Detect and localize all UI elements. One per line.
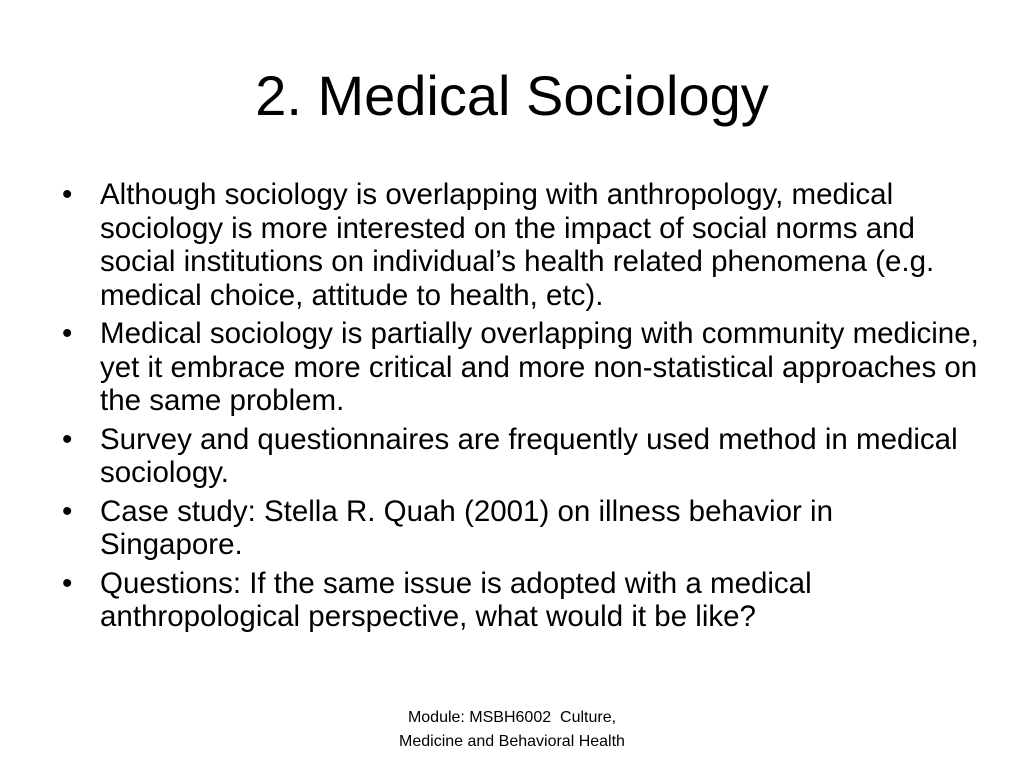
footer-line-2: Medicine and Behavioral Health	[399, 733, 625, 750]
slide-title: 2. Medical Sociology	[255, 64, 769, 127]
bullet-item	[60, 567, 980, 634]
bullet-item	[60, 423, 980, 490]
bullet-text: Although sociology is overlapping with anthropology, medical sociology is more interested on the impact of social norms and social institutions on individual’s health related phenomena (e.g. medical choice, attitude to health, etc).	[100, 178, 935, 312]
slide-footer	[312, 706, 712, 754]
bullet-item	[60, 317, 980, 418]
bullet-dot-icon: •	[62, 317, 73, 350]
bullet-dot-icon: •	[62, 566, 73, 600]
bullet-dot-icon: •	[62, 422, 73, 456]
bullet-dot-icon: •	[62, 178, 73, 211]
bullet-text: Survey and questionnaires are frequently used method in medical sociology.	[100, 422, 958, 489]
footer-line-1: Module: MSBH6002 Culture,	[407, 709, 617, 726]
bullet-text: Questions: If the same issue is adopted with a medical anthropological perspective, what would it be like?	[100, 566, 812, 633]
bullet-item	[60, 495, 980, 562]
bullet-text: Case study: Stella R. Quah (2001) on illness behavior in Singapore.	[100, 494, 833, 561]
bullet-dot-icon: •	[62, 494, 73, 528]
bullet-item	[60, 178, 980, 312]
bullet-list	[60, 178, 980, 639]
bullet-text: Medical sociology is partially overlapping with community medicine, yet it embrace more critical and more non-statistical approaches on the same problem.	[100, 317, 979, 417]
